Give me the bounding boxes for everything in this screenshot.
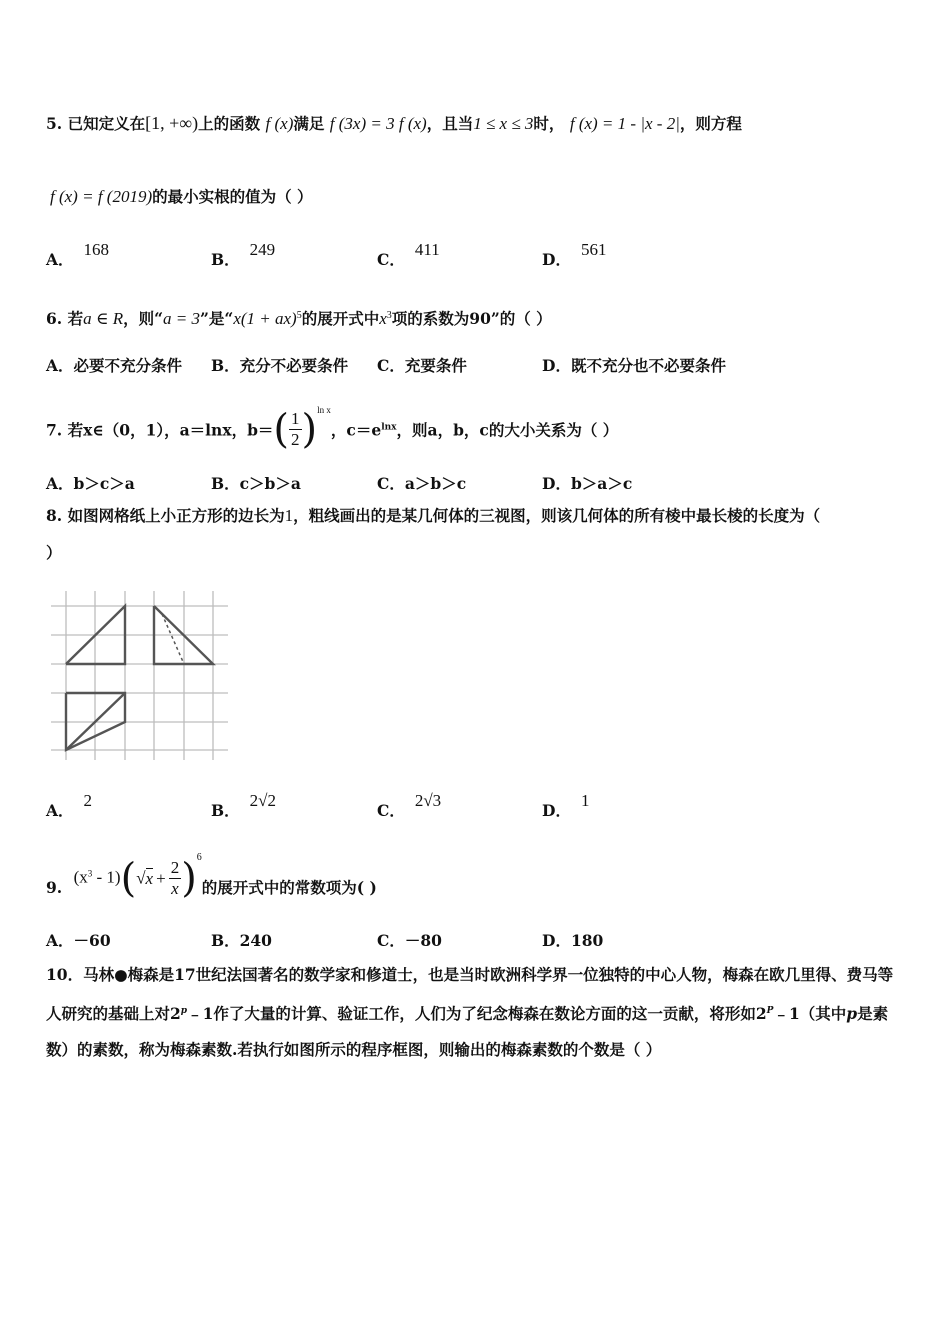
q5-number: 5. [46,114,63,133]
q9-frac-num: 2 [170,858,180,877]
q10-text-4: 是素数）的素数，称为梅森素数.若执行如图所示的程序框图，则输出的梅森素数的个数是（ ） [46,1004,889,1060]
option-value: b＞a＞c [570,474,633,493]
q10-p: p [846,1004,858,1024]
q5-math-definition: f (x) = 1 - |x - 2| [569,114,680,133]
q5-math-fx: f (x) [265,114,294,133]
option-value: 411 [414,240,440,259]
option-value: －60 [73,931,111,950]
q7-option-c[interactable] [377,472,466,494]
option-label: D． [542,801,571,820]
question-5 [46,112,910,135]
q6-math-x: x [379,309,387,329]
option-value: 240 [239,931,272,950]
q5-text-1: 已知定义在 [67,114,146,133]
q7-exp: ln x [317,405,331,416]
option-label: B． [211,801,240,820]
q9-math-expression: $(x^3 - 1)(√x$ + $\frac{2}{x}$ )$^6$ [73,852,202,902]
option-label: D． [542,931,571,950]
option-label: C． [377,801,405,820]
q6-math-a-eq-3: a = 3 [163,309,200,329]
q5-math-interval: 1 ≤ x ≤ 3 [473,114,534,133]
option-label: B． [211,250,240,269]
q9-math-left-sup: 3 [87,868,93,879]
q6-math-a-in-r: a ∈ R [83,309,124,329]
option-label: C． [377,931,405,950]
q6-number: 6. [46,309,63,329]
option-label: A． [46,801,74,820]
option-value: 2 [83,791,93,810]
option-value: 1 [580,791,590,810]
q10-text-3: ﹣1（其中 [773,1004,847,1024]
q5-text-5: 时， [533,114,565,133]
q6-option-c[interactable] [377,354,467,376]
option-value: 2√3 [414,791,442,810]
q9-frac-den: x [171,879,179,898]
q7-text-2-sup: lnx [381,422,397,433]
q8-text-3: ） [46,543,62,562]
option-value: 180 [570,931,604,950]
q6-option-b[interactable] [211,354,348,376]
option-value: －80 [404,931,442,950]
q5-math-domain: [1, +∞) [145,113,199,133]
option-label: C． [377,250,405,269]
option-label: A． [46,356,74,375]
three-view-figure [46,588,232,764]
option-value: 既不充分也不必要条件 [570,356,726,375]
q7-frac-num: 1 [291,409,300,428]
option-value: 2√2 [249,791,276,810]
q6-option-a[interactable] [46,354,182,376]
option-label: D． [542,474,571,493]
option-label: A． [46,931,74,950]
option-label: B． [211,931,240,950]
side-view-hidden-edge [162,614,184,664]
q7-math-half-power: ( $\frac{1}{2}$ )$^{ln x}$ [273,405,331,453]
option-value: b＞c＞a [73,474,135,493]
q5-text-4: ，且当 [426,114,474,133]
q9-number: 9. [46,877,63,897]
q9-text-1: 的展开式中的常数项为( ) [201,877,377,897]
question-6 [46,305,910,330]
option-value: 168 [83,240,110,259]
q6-text-2: ，则“ [123,309,163,329]
option-label: D． [542,250,571,269]
q10-text-2: ﹣1作了大量的计算、验证工作，人们为了纪念梅森在数论方面的这一贡献，将形如2 [187,1004,767,1024]
q8-option-d[interactable] [542,791,590,821]
q8-text-1: 如图网格纸上小正方形的边长为 [67,506,285,525]
q10-sup-2: P [766,1006,774,1016]
option-label: D． [542,356,571,375]
question-10 [46,957,906,1068]
option-label: B． [211,356,240,375]
q10-sup-1: p [180,1006,188,1016]
q9-math-left-2: - 1) [92,867,121,887]
q5-option-c[interactable] [377,240,440,270]
option-value: a＞b＞c [404,474,467,493]
q9-option-c[interactable] [377,929,442,951]
option-label: C． [377,474,405,493]
option-value: 必要不充分条件 [73,356,183,375]
option-value: 561 [580,240,607,259]
q7-option-b[interactable] [211,472,301,494]
question-7 [46,405,910,453]
option-label: A． [46,250,74,269]
grid-lines [51,591,228,760]
q9-option-d[interactable] [542,929,603,951]
q7-option-a[interactable] [46,472,135,494]
option-label: A． [46,474,74,493]
q5-option-a[interactable] [46,240,110,270]
option-label: C． [377,356,405,375]
q5-math-functional-eq: f (3x) = 3 f (x) [329,114,427,133]
q5-text-7: 的最小实根的值为（ ） [152,187,313,206]
q10-text-1: 马林●梅森是17世纪法国著名的数学家和修道士，也是当时欧洲科学界一位独特的中心人物，梅森在欧几里得、费马等人研究的基础上对2 [46,965,894,1024]
q5-math-equation: f (x) = f (2019) [50,187,153,206]
q5-option-d[interactable] [542,240,607,270]
option-value: 充要条件 [404,356,467,375]
q6-math-expansion: x(1 + ax) [233,309,297,329]
question-9 [46,852,910,902]
q6-text-3: ”是“ [199,309,234,329]
q7-option-d[interactable] [542,472,632,494]
q9-sqrt-icon: √ [136,868,146,888]
q5-text-3: 满足 [293,114,325,133]
q10-number: 10． [46,965,84,984]
q7-text-3: ，则a，b，c的大小关系为（ ） [396,420,619,440]
q7-text-1: 若x∈（0，1），a＝lnx，b＝ [67,420,274,440]
q6-text-1: 若 [67,309,84,329]
q8-math-1: 1 [284,506,294,525]
question-5-line-2 [50,186,910,208]
q6-math-exponent: 5 [296,310,302,321]
q6-option-d[interactable] [542,354,726,376]
q6-text-5: 项的系数为90”的（ ） [391,309,552,329]
q5-text-6: ，则方程 [679,114,742,133]
q8-option-c[interactable] [377,791,442,821]
question-8 [46,505,910,527]
option-value: c＞b＞a [239,474,301,493]
q6-math-x-exponent: 3 [386,310,392,321]
q8-option-a[interactable] [46,791,93,821]
q9-option-a[interactable] [46,929,111,951]
option-label: B． [211,474,240,493]
q9-math-root: x [145,868,154,888]
q5-option-b[interactable] [211,240,276,270]
q7-frac-den: 2 [291,430,300,449]
q8-text-2: ，粗线画出的是某几何体的三视图，则该几何体的所有棱中最长棱的长度为（ [293,506,821,525]
option-value: 充分不必要条件 [239,356,349,375]
q9-option-b[interactable] [211,929,272,951]
q8-option-b[interactable] [211,791,276,821]
q9-math-exp: 6 [196,852,202,864]
q7-number: 7. [46,420,63,440]
q6-text-4: 的展开式中 [301,309,380,329]
q7-text-2: ，c＝e [330,420,382,440]
q8-number: 8. [46,506,63,525]
option-value: 249 [249,240,276,259]
q9-math-left: (x [73,867,88,887]
q5-text-2: 上的函数 [198,114,261,133]
question-8-line-2 [46,542,910,564]
